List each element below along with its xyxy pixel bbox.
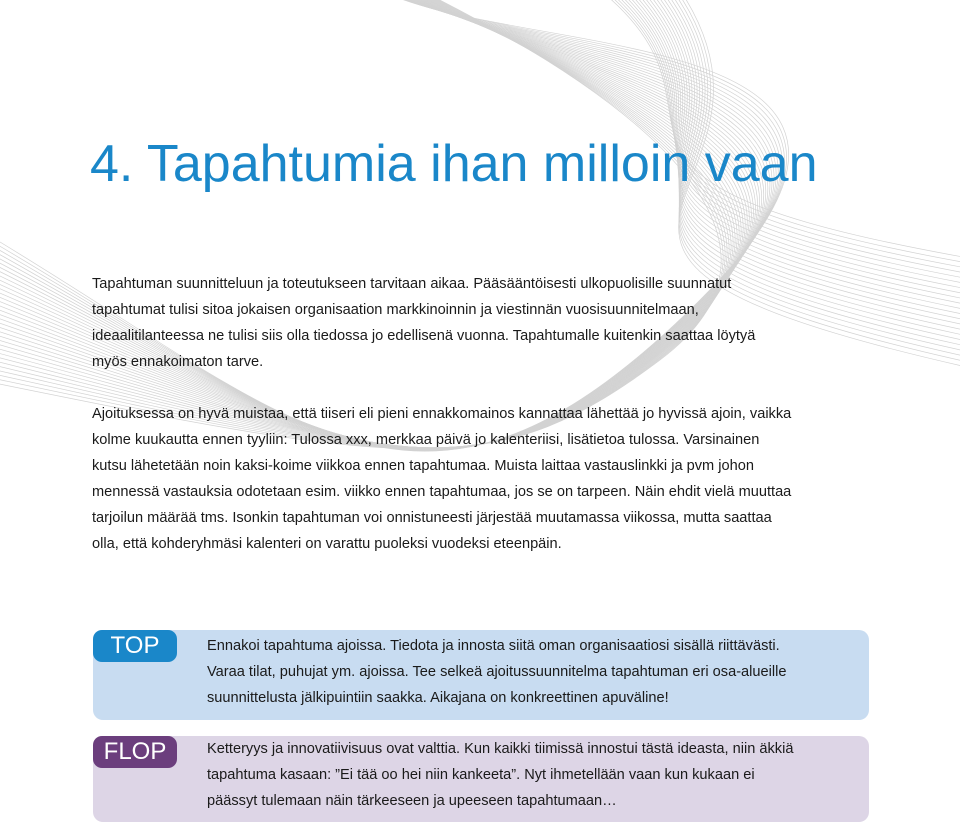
flop-callout <box>93 736 869 822</box>
callout-line: Varaa tilat, puhujat ym. ajoissa. Tee selkeä ajoitussuunnitelma tapahtuman eri osa-alueille <box>207 663 787 680</box>
callout-line: Ketteryys ja innovatiivisuus ovat valttia. Kun kaikki tiimissä innostui tästä ideasta, niin äkkiä <box>207 741 794 757</box>
top-callout <box>93 630 869 720</box>
paragraph-line: kutsu lähetetään noin kaksi-koime viikkoa ennen tapahtumaa. Muista laittaa vastauslinkki ja pvm johon <box>92 457 754 474</box>
callout-line: Ennakoi tapahtuma ajoissa. Tiedota ja innosta siitä oman organisaatiosi sisällä riittävästi. <box>207 638 780 654</box>
paragraph-line: tarjoilun määrää tms. Isonkin tapahtuman voi onnistuneesti järjestää muutamassa viikossa, mutta saattaa <box>92 509 772 526</box>
page-title: 4. Tapahtumia ihan milloin vaan <box>90 135 818 193</box>
callout-line: suunnittelusta jälkipuintiin saakka. Aikajana on konkreettinen apuväline! <box>207 689 669 706</box>
intro-paragraph <box>92 272 882 376</box>
paragraph-line: mennessä vastauksia odotetaan esim. viikko ennen tapahtumaa, jos se on tarpeen. Näin ehdit vielä muuttaa <box>92 483 792 500</box>
paragraph-line: ideaalitilanteessa ne tulisi siis olla tiedossa jo edellisenä vuonna. Tapahtumalle kuitenkin saattaa löytyä <box>92 327 756 344</box>
flop-callout-text <box>207 737 793 814</box>
paragraph-line: myös ennakoimaton tarve. <box>92 353 264 370</box>
paragraph-line: Tapahtuman suunnitteluun ja toteutukseen tarvitaan aikaa. Pääsääntöisesti ulkopuolisille suunnatut <box>92 276 732 292</box>
flop-badge: FLOP <box>93 736 177 768</box>
callout-line: tapahtuma kasaan: ”Ei tää oo hei niin kankeeta”. Nyt ihmetellään vaan kun kukaan ei <box>207 766 755 783</box>
paragraph-line: kolme kuukautta ennen tyyliin: Tulossa xxx, merkkaa päivä jo kalenteriisi, lisätietoa tulossa. Varsinainen <box>92 431 760 448</box>
paragraph-line: Ajoituksessa on hyvä muistaa, että tiiseri eli pieni ennakkomainos kannattaa lähettää jo hyvissä ajoin, vaikka <box>92 406 792 422</box>
paragraph-line: tapahtumat tulisi sitoa jokaisen organisaation markkinoinnin ja viestinnän vuosisuunnitelmaan, <box>92 301 699 318</box>
top-callout-text <box>207 634 787 711</box>
top-badge: TOP <box>93 630 177 662</box>
timing-paragraph <box>92 402 882 557</box>
callout-line: päässyt tulemaan näin tärkeeseen ja upeeseen tapahtumaan… <box>207 792 617 809</box>
paragraph-line: olla, että kohderyhmäsi kalenteri on varattu puoleksi vuodeksi eteenpäin. <box>92 535 562 552</box>
